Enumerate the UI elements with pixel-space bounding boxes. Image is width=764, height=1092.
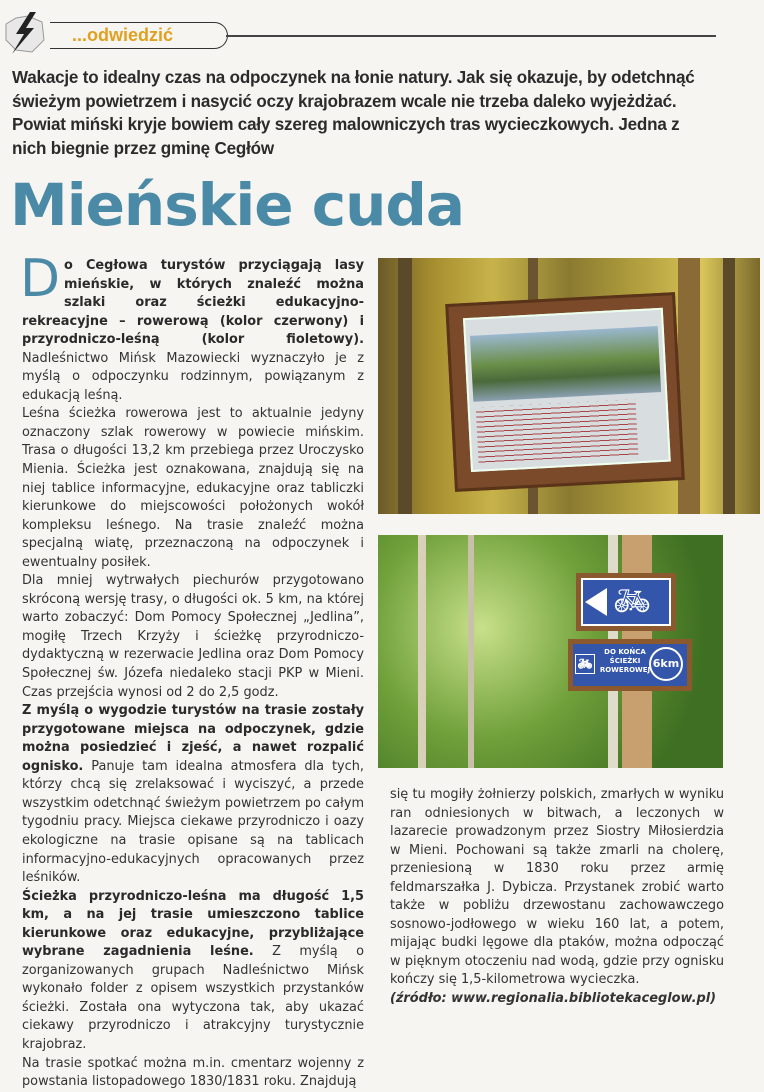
section-tag: ...odwiedzić xyxy=(50,22,228,49)
bike-direction-sign xyxy=(576,573,676,631)
header-rule xyxy=(226,35,716,37)
para-1-bold: o Cegłowa turystów przyciągają lasy mieńskie, w których znaleźć można szlaki oraz ścieżki edukacyjno-rekreacyjne – rowerową (kolor czerwony) i przyrodniczo-leśną (kolor fioletowy). xyxy=(22,258,364,348)
drop-cap: D xyxy=(20,249,61,309)
bicycle-icon: 🚲︎ xyxy=(575,654,595,674)
para-5: Z myślą o zorganizowanych grupach Nadleśnictwo Mińsk wykonało folder z opisem wszystkich przystanków ścieżki. Została ona wytyczona tak, aby ukazać ciekawy przyrodniczo i atrakcyjny turystycznie krajobraz. xyxy=(22,944,364,1052)
article-column-left xyxy=(20,249,364,1092)
photo-info-board xyxy=(378,258,760,514)
article-title: Mieńskie cuda xyxy=(10,171,465,239)
bike-distance-sign xyxy=(568,639,692,691)
para-6: Na trasie spotkać można m.in. cmentarz wojenny z powstania listopadowego 1830/1831 roku. Znajdują xyxy=(22,1055,364,1090)
article-column-right xyxy=(390,786,724,1009)
sign-distance: 6km xyxy=(649,647,683,681)
arrow-left-icon xyxy=(585,588,607,616)
region-map-logo-icon xyxy=(2,10,48,56)
sign-text: DO KOŃCA ŚCIEŻKI ROWEROWEJ xyxy=(599,648,651,674)
para-4-bold: Z myślą o wygodzie turystów na trasie zostały przygotowane miejsca na odpoczynek, gdzie można posiedzieć i zjeść, a nawet rozpalić ognisko. xyxy=(22,703,364,774)
para-5-bold: Ścieżka przyrodniczo-leśna ma długość 1,5 km, a na jej trasie umieszczono tablice kierunkowe oraz edukacyjne, przybliżające wybrane zagadnienia leśne. xyxy=(22,888,364,960)
article-lead: Wakacje to idealny czas na odpoczynek na łonie natury. Jak się okazuje, by odetchnąć świeżym powietrzem i nasycić oczy krajobrazem wcale nie trzeba daleko wyjeżdżać. Powiat miński kryje bowiem cały szereg malowniczych tras wycieczkowych. Jedna z nich biegnie przez gminę Cegłów xyxy=(12,67,695,158)
info-board xyxy=(445,292,685,492)
bicycle-icon: 🚲︎ xyxy=(613,584,652,619)
photo-bike-signs xyxy=(378,535,723,768)
para-6-continued: się tu mogiły żołnierzy polskich, zmarłych w wyniku ran odniesionych w bitwach, a leczonych w lazarecie prowadzonym przez Siostry Miłosierdzia w Mieni. Pochowani są także zmarli na cholerę, przeniesioną w 1830 roku przez armię feldmarszałka J. Dybicza. Przystanek zrobić warto także w pobliżu drzewostanu zachowawczego sosnowo-jodłowego w wieku 160 lat, a potem, mijając budki lęgowe dla ptaków, można odpocząć w pięknym otoczeniu nad wodą, gdzie przy ognisku kończy się 1,5-kilometrowa wycieczka. xyxy=(390,787,724,988)
para-1: Nadleśnictwo Mińsk Mazowiecki wyznaczyło je z myślą o odpoczynku rodzinnym, powiązanym z edukacją leśną. xyxy=(22,350,364,403)
para-4: Panuje tam idealna atmosfera dla tych, którzy chcą się zrelaksować i wyciszyć, a przede wszystkim odetchnąć świeżym powietrzem po całym tygodniu pracy. Miejsca ciekawe przyrodniczo i oazy ekologiczne na trasie opisane są na tablicach informacyjno-edukacyjnych opracowanych przez leśników. xyxy=(22,758,364,886)
source-credit: (źródło: www.regionalia.bibliotekaceglow.pl) xyxy=(390,991,717,1007)
para-3: Dla mniej wytrwałych piechurów przygotowano skróconą wersję trasy, o długości ok. 5 km, na której warto zobaczyć: Dom Pomocy Społecznej „Jedlina”, mogiłę Trzech Krzyży i ścieżkę przyrodniczo-dydaktyczną w rezerwacie Jedlina oraz Dom Pomocy Społecznej św. Józefa niedaleko stacji PKP w Mieni. Czas przejścia wynosi od 2 do 2,5 godz. xyxy=(22,573,364,700)
para-2: Leśna ścieżka rowerowa jest to aktualnie jedyny oznaczony szlak rowerowy w powiecie mińskim. Trasa o długości 13,2 km przebiega przez Uroczysko Mienia. Ścieżka jest oznakowana, znajdują się na niej tablice informacyjne, edukacyjne oraz tabliczki kierunkowe do miejscowości położonych wokół kompleksu leśnego. Na trasie znaleźć można specjalną wiatę, przeznaczoną na odpoczynek i ewentualny posiłek. xyxy=(22,406,364,570)
